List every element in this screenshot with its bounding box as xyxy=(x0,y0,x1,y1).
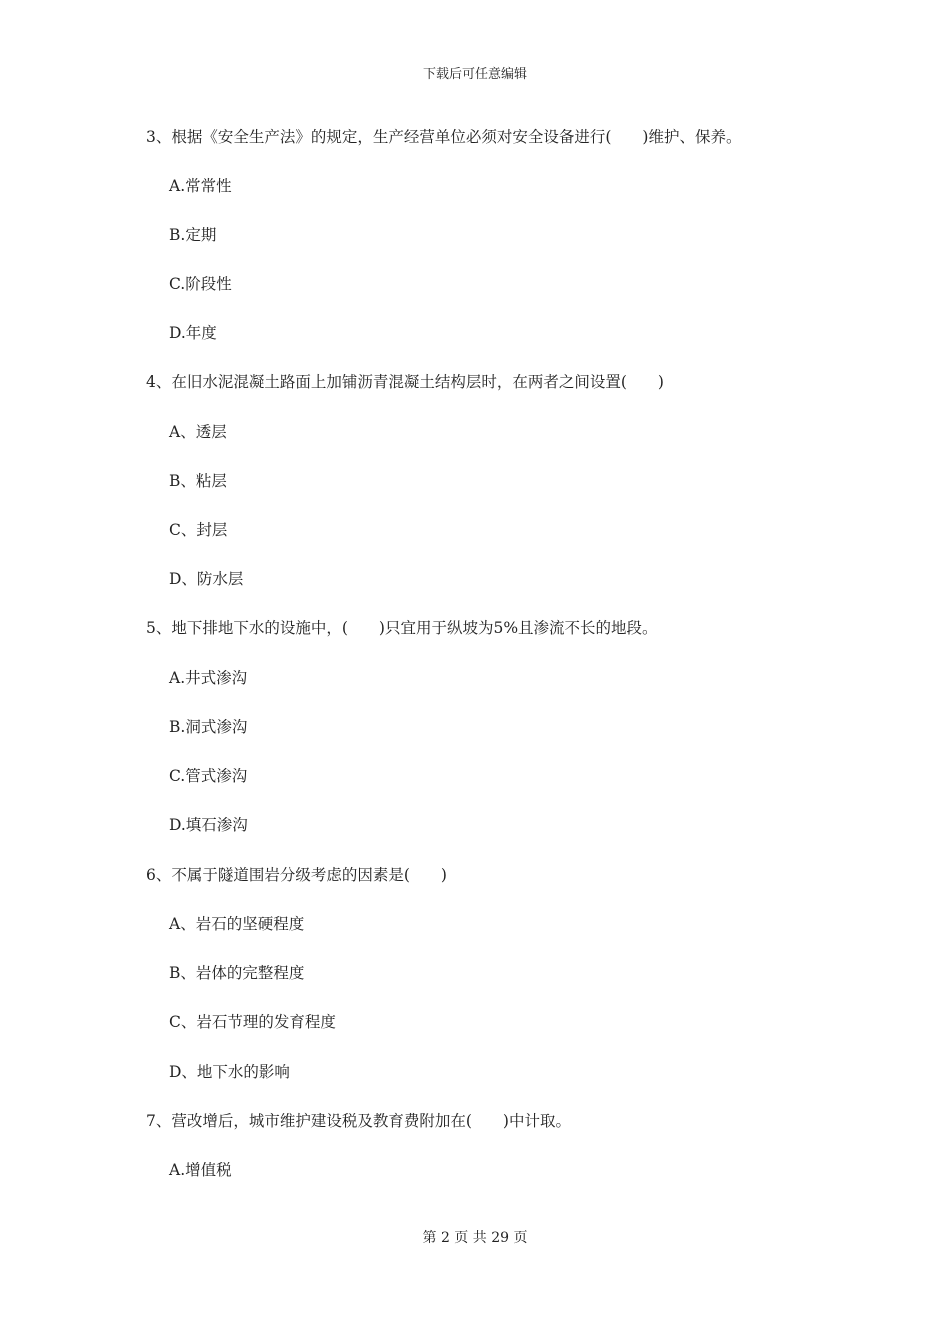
option-item: A.井式渗沟 xyxy=(169,669,248,687)
question-stem: 4、在旧水泥混凝土路面上加铺沥青混凝土结构层时，在两者之间设置( ) xyxy=(146,373,664,391)
option-item: A.增值税 xyxy=(169,1161,232,1179)
option-item: C.管式渗沟 xyxy=(169,767,248,785)
question-stem: 3、根据《安全生产法》的规定，生产经营单位必须对安全设备进行( )维护、保养。 xyxy=(146,128,742,146)
page-header: 下载后可任意编辑 xyxy=(422,67,527,82)
question-stem: 5、地下排地下水的设施中，( )只宜用于纵坡为5%且渗流不长的地段。 xyxy=(146,619,658,637)
option-item: B.洞式渗沟 xyxy=(169,718,248,736)
option-item: B、粘层 xyxy=(169,472,227,490)
option-item: B、岩体的完整程度 xyxy=(169,964,305,982)
option-item: D.年度 xyxy=(169,324,217,342)
option-item: B.定期 xyxy=(169,226,217,244)
option-item: D、地下水的影响 xyxy=(169,1063,290,1081)
option-item: A.常常性 xyxy=(169,177,232,195)
question-stem: 6、不属于隧道围岩分级考虑的因素是( ) xyxy=(146,866,447,884)
option-item: C、封层 xyxy=(169,521,228,539)
option-item: C.阶段性 xyxy=(169,275,232,293)
question-stem: 7、营改增后，城市维护建设税及教育费附加在( )中计取。 xyxy=(146,1112,571,1130)
page-footer: 第 2 页 共 29 页 xyxy=(422,1230,528,1246)
option-item: D、防水层 xyxy=(169,570,244,588)
option-item: C、岩石节理的发育程度 xyxy=(169,1013,336,1031)
option-item: D.填石渗沟 xyxy=(169,816,248,834)
option-item: A、透层 xyxy=(169,423,227,441)
option-item: A、岩石的坚硬程度 xyxy=(169,915,305,933)
